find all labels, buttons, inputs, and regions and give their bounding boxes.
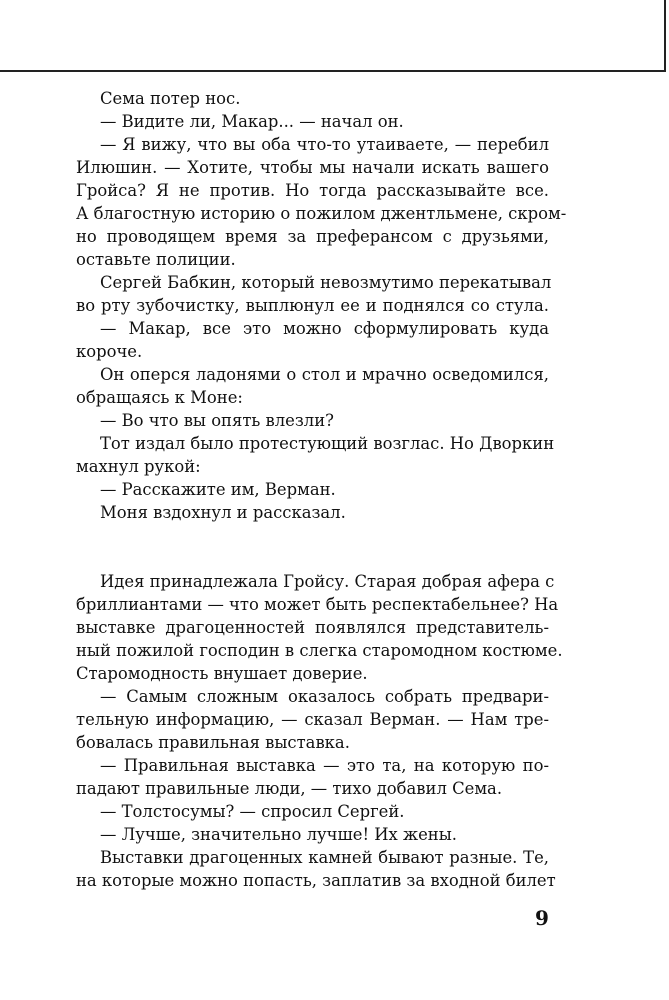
- text-line: Он оперся ладонями о стол и мрачно осведомился,: [100, 365, 549, 384]
- text-line: А благостную историю о пожилом джентльмене, скром-: [76, 204, 567, 223]
- text-line: Старомодность внушает доверие.: [76, 664, 368, 683]
- text-line: ный пожилой господин в слегка старомодном костюме.: [76, 641, 563, 660]
- text-line: — Я вижу, что вы оба что-то утаиваете, — перебил: [100, 135, 549, 154]
- text-line: Идея принадлежала Гройсу. Старая добрая афера с: [100, 572, 555, 591]
- text-line: — Лучше, значительно лучше! Их жены.: [100, 825, 457, 844]
- text-line: — Толстосумы? — спросил Сергей.: [100, 802, 405, 821]
- text-line: обращаясь к Моне:: [76, 388, 243, 407]
- text-line: махнул рукой:: [76, 457, 201, 476]
- text-line: на которые можно попасть, заплатив за входной билет: [76, 871, 556, 890]
- text-line: — Расскажите им, Верман.: [100, 480, 336, 499]
- text-line: во рту зубочистку, выплюнул ее и поднялся со стула.: [76, 296, 549, 315]
- text-line: Моня вздохнул и рассказал.: [100, 503, 346, 522]
- text-line: Тот издал было протестующий возглас. Но Дворкин: [100, 434, 555, 453]
- text-line: — Правильная выставка — это та, на которую по-: [100, 756, 549, 775]
- text-line: оставьте полиции.: [76, 250, 236, 269]
- text-line: — Видите ли, Макар... — начал он.: [100, 112, 404, 131]
- text-line: короче.: [76, 342, 143, 361]
- text-line: Гройса? Я не против. Но тогда рассказывайте все.: [76, 181, 549, 200]
- text-line: Сергей Бабкин, который невозмутимо перекатывал: [100, 273, 552, 292]
- text-line: Илюшин. — Хотите, чтобы мы начали искать вашего: [76, 158, 549, 177]
- text-line: падают правильные люди, — тихо добавил Сема.: [76, 779, 503, 798]
- header-frame: [0, 0, 666, 72]
- page-number: 9: [535, 906, 549, 930]
- text-line: Выставки драгоценных камней бывают разные. Те,: [100, 848, 549, 867]
- text-line: бовалась правильная выставка.: [76, 733, 350, 752]
- text-line: выставке драгоценностей появлялся представитель-: [76, 618, 549, 637]
- text-line: Сема потер нос.: [100, 89, 241, 108]
- text-line: тельную информацию, — сказал Верман. — Нам тре-: [76, 710, 549, 729]
- text-line: — Самым сложным оказалось собрать предвари-: [100, 687, 549, 706]
- text-line: бриллиантами — что может быть респектабельнее? На: [76, 595, 559, 614]
- text-line: — Во что вы опять влезли?: [100, 411, 334, 430]
- text-line: — Макар, все это можно сформулировать куда: [100, 319, 549, 338]
- text-line: но проводящем время за преферансом с друзьями,: [76, 227, 549, 246]
